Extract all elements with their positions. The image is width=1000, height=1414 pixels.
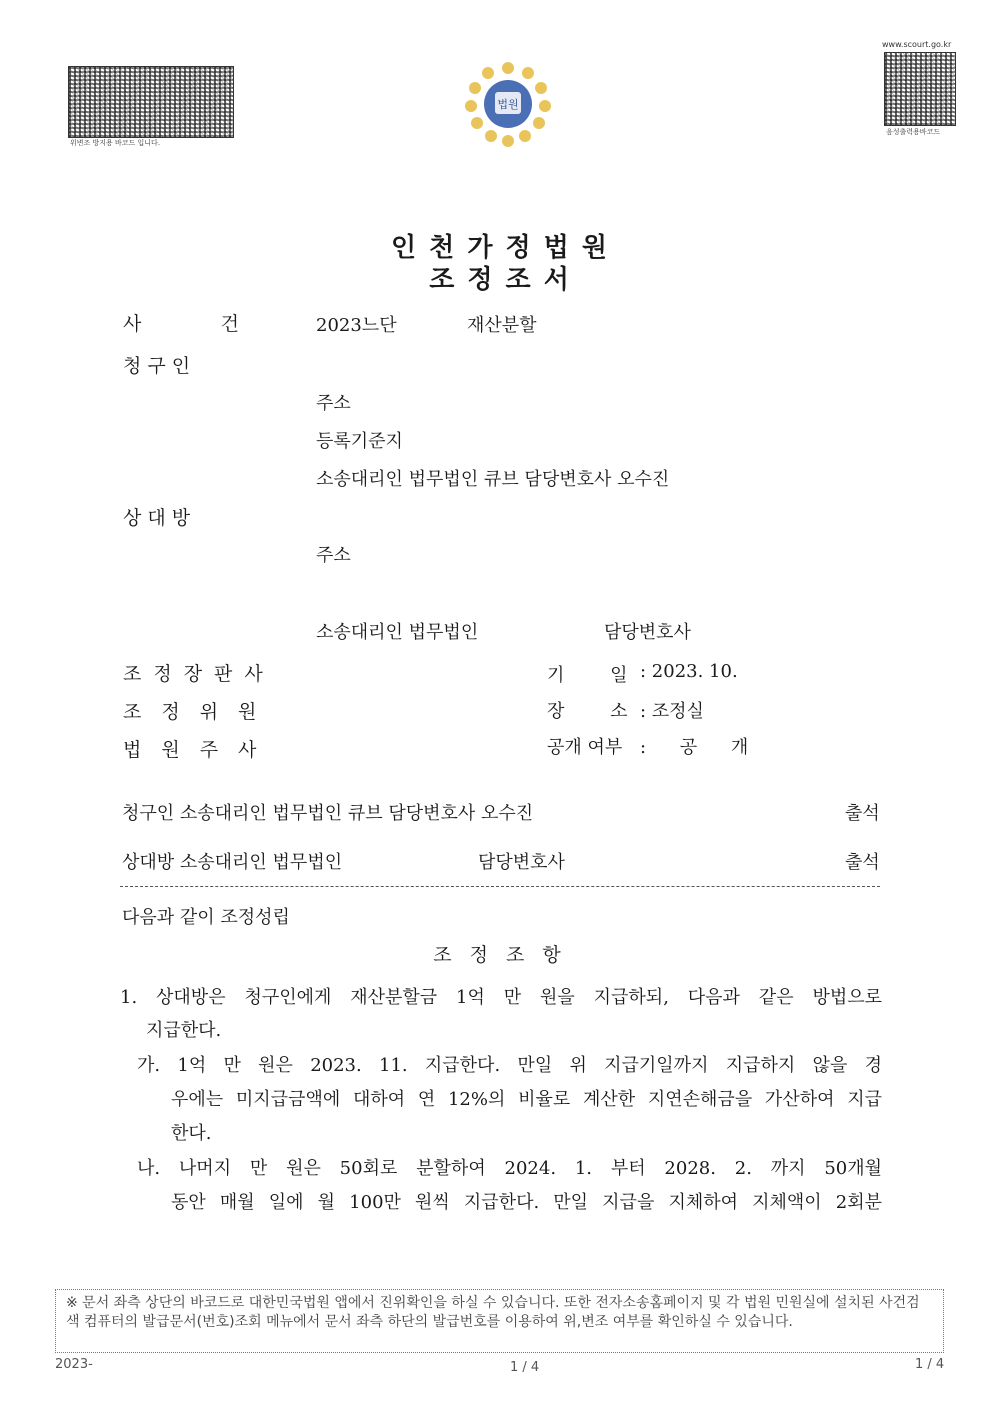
court-seal-icon	[462, 58, 554, 150]
audio-barcode	[884, 52, 956, 126]
place-value: : 조정실	[640, 701, 704, 722]
respondent-firm: 소송대리인 법무법인	[316, 622, 479, 643]
seal-text: 법원	[497, 98, 519, 111]
item-na-line-1: 나. 나머지 만 원은 50회로 분할하여 2024. 1. 부터 2028. 2. 까지 50개월	[137, 1158, 882, 1179]
page-number-right: 1 / 4	[915, 1357, 945, 1372]
case-number: 2023느단	[316, 315, 397, 336]
place-label: 장 소	[547, 701, 628, 722]
item-ga-line-1: 가. 1억 만 원은 2023. 11. 지급한다. 만일 위 지급기일까지 지급하지 않을 경	[137, 1055, 882, 1076]
court-name: 인 천 가 정 법 원	[391, 233, 609, 263]
item-ga-line-2: 우에는 미지급금액에 대하여 연 12%의 비율로 계산한 지연손해금을 가산하여 지급	[171, 1089, 882, 1110]
verification-barcode	[68, 66, 234, 138]
respondent-attendance-status: 출석	[845, 852, 880, 873]
date-value: : 2023. 10.	[640, 661, 738, 682]
divider	[120, 886, 880, 887]
claimant-address-label: 주소	[316, 393, 351, 414]
item-1-line-1: 1. 상대방은 청구인에게 재산분할금 1억 만 원을 지급하되, 다음과 같은 방법으로	[120, 987, 882, 1008]
verification-notice: ※ 문서 좌측 상단의 바코드로 대한민국법원 앱에서 진위확인을 하실 수 있습니다. 또한 전자소송홈페이지 및 각 법원 민원실에 설치된 사건검색 컴퓨터의 발급문서(번호)조회 메뉴에서 문서 좌측 하단의 발급번호를 이용하여 위,변조 여부를 확인하실 수 있습니다.	[55, 1289, 944, 1353]
audio-barcode-caption: 음성출력용바코드	[886, 128, 941, 136]
issue-number: 2023-	[55, 1357, 93, 1372]
claimant-registry-label: 등록기준지	[316, 431, 403, 452]
respondent-lawyer-label: 담당변호사	[604, 622, 691, 643]
verification-barcode-caption: 위변조 방지용 바코드 입니다.	[70, 139, 161, 147]
case-label: 사 건	[123, 313, 239, 335]
case-name: 재산분할	[467, 315, 537, 336]
clerk-label: 법원주사	[123, 739, 277, 761]
respondent-address-label: 주소	[316, 545, 351, 566]
judge-label: 조정장판사	[123, 663, 275, 685]
respondent-attendance-lawyer: 담당변호사	[478, 852, 565, 873]
claimant-label: 청 구 인	[123, 355, 191, 377]
date-label: 기 일	[547, 665, 628, 686]
item-na-line-2: 동안 매월 일에 월 100만 원씩 지급한다. 만일 지급을 지체하여 지체액이 2회분	[171, 1192, 882, 1213]
document-title: 조 정 조 서	[429, 265, 571, 295]
item-1-line-2: 지급한다.	[146, 1020, 222, 1041]
established-text: 다음과 같이 조정성립	[122, 907, 290, 928]
respondent-label: 상 대 방	[123, 507, 191, 529]
public-label: 공개 여부	[547, 737, 623, 758]
section-title: 조 정 조 항	[433, 944, 567, 966]
respondent-attendance: 상대방 소송대리인 법무법인	[122, 852, 343, 873]
site-url: www.scourt.go.kr	[882, 40, 952, 49]
committee-label: 조정위원	[123, 701, 277, 723]
item-ga-line-3: 한다.	[171, 1123, 212, 1144]
public-value: : 공 개	[640, 737, 749, 758]
claimant-attendance-status: 출석	[845, 803, 880, 824]
claimant-attorney: 소송대리인 법무법인 큐브 담당변호사 오수진	[316, 469, 670, 490]
page-number-center: 1 / 4	[510, 1360, 540, 1375]
claimant-attendance: 청구인 소송대리인 법무법인 큐브 담당변호사 오수진	[122, 803, 534, 824]
